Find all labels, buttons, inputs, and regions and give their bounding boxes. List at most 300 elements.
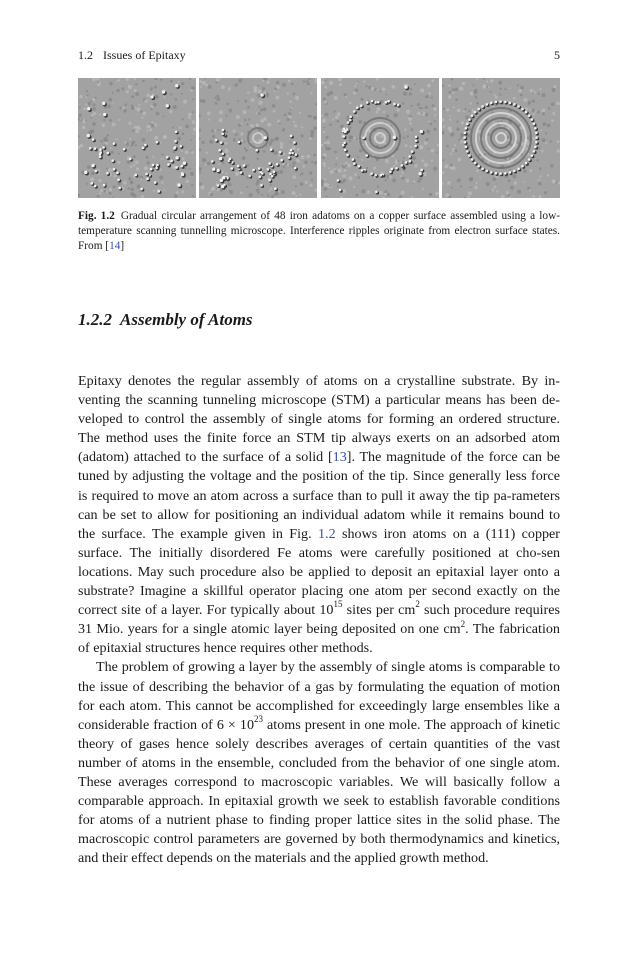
adatom [111, 159, 114, 162]
surface-texture [121, 87, 124, 90]
surface-texture [193, 133, 195, 135]
surface-texture [538, 179, 540, 181]
surface-texture [401, 102, 403, 104]
surface-texture [215, 97, 217, 99]
surface-texture [450, 164, 453, 167]
surface-texture [247, 123, 249, 125]
adatom [167, 163, 170, 166]
surface-texture [460, 185, 462, 187]
adatom [258, 167, 261, 170]
surface-texture [376, 186, 378, 188]
surface-texture [532, 109, 536, 113]
surface-texture [324, 112, 328, 116]
surface-texture [202, 158, 206, 162]
surface-texture [323, 131, 325, 133]
surface-texture [528, 103, 530, 105]
adatom [89, 147, 92, 150]
surface-texture [279, 122, 281, 124]
adatom [156, 164, 159, 167]
surface-texture [144, 99, 148, 103]
adatom [156, 141, 159, 144]
adatom [290, 149, 293, 152]
surface-texture [182, 132, 185, 135]
surface-texture [225, 142, 228, 145]
surface-texture [171, 165, 175, 169]
surface-texture [294, 124, 297, 127]
surface-texture [448, 91, 451, 94]
surface-texture [499, 88, 501, 90]
surface-texture [423, 163, 427, 167]
surface-texture [245, 100, 248, 103]
surface-texture [323, 178, 325, 180]
surface-texture [103, 119, 105, 121]
surface-texture [551, 102, 555, 106]
surface-texture [90, 178, 94, 182]
surface-texture [509, 169, 511, 171]
surface-texture [184, 167, 186, 169]
surface-texture [201, 186, 205, 190]
surface-texture [141, 117, 143, 119]
surface-texture [256, 112, 258, 114]
surface-texture [433, 167, 437, 171]
adatom [113, 142, 116, 145]
adatom [94, 147, 97, 150]
surface-texture [200, 86, 202, 88]
surface-texture [112, 92, 114, 94]
surface-texture [258, 89, 262, 93]
adatom [396, 104, 399, 107]
adatom [269, 179, 272, 182]
surface-texture [401, 177, 404, 180]
adatom [219, 157, 222, 160]
adatom [290, 135, 293, 138]
surface-texture [454, 149, 457, 152]
surface-texture [334, 151, 337, 154]
surface-texture [219, 163, 221, 165]
adatom [294, 167, 297, 170]
surface-texture [523, 170, 526, 173]
surface-texture [131, 95, 134, 98]
surface-texture [290, 141, 292, 143]
surface-texture [542, 112, 545, 115]
surface-texture [273, 110, 276, 113]
surface-texture [181, 82, 184, 85]
surface-texture [417, 112, 421, 116]
surface-texture [395, 159, 398, 162]
surface-texture [306, 80, 309, 83]
surface-texture [216, 78, 220, 82]
surface-texture [140, 110, 143, 113]
adatom [229, 158, 232, 161]
adatom [463, 136, 466, 139]
surface-texture [163, 115, 165, 117]
adatom [274, 187, 277, 190]
surface-texture [321, 81, 325, 85]
surface-texture [215, 102, 218, 105]
adatom [292, 152, 295, 155]
surface-texture [133, 164, 135, 166]
surface-texture [219, 110, 223, 114]
surface-texture [260, 108, 263, 111]
adatom [222, 153, 225, 156]
surface-texture [374, 88, 377, 91]
adatom [103, 113, 106, 116]
surface-texture [409, 122, 411, 124]
surface-texture [207, 162, 211, 166]
surface-texture [97, 195, 100, 198]
adatom [379, 174, 382, 177]
adatom [336, 179, 339, 182]
surface-texture [216, 188, 218, 190]
surface-texture [106, 135, 108, 137]
surface-texture [135, 129, 139, 133]
adatom [471, 114, 474, 117]
surface-texture [241, 123, 243, 125]
surface-texture [354, 173, 357, 176]
surface-texture [243, 110, 247, 114]
surface-texture [449, 118, 451, 120]
surface-texture [250, 124, 254, 128]
surface-texture [498, 81, 502, 85]
surface-texture [544, 191, 547, 194]
surface-texture [457, 109, 461, 113]
surface-texture [557, 149, 560, 152]
adatom [342, 128, 345, 131]
adatom [534, 146, 537, 149]
surface-texture [280, 170, 284, 174]
surface-texture [404, 129, 406, 131]
surface-texture [250, 147, 252, 149]
surface-texture [97, 81, 99, 83]
surface-texture [552, 88, 556, 92]
surface-texture [82, 126, 85, 129]
surface-texture [293, 121, 295, 123]
surface-texture [433, 107, 437, 111]
surface-texture [388, 175, 391, 178]
surface-texture [464, 108, 466, 110]
adatom [217, 184, 220, 187]
surface-texture [448, 84, 451, 87]
adatom [144, 144, 147, 147]
surface-texture [301, 126, 303, 128]
surface-texture [310, 171, 313, 174]
surface-texture [85, 104, 87, 106]
adatom [166, 156, 169, 159]
adatom [116, 171, 119, 174]
surface-texture [462, 82, 465, 85]
paragraph-1-text: . The fabrication of epitaxial structures hence requires other methods. [78, 621, 560, 657]
adatom [513, 170, 516, 173]
surface-texture [538, 93, 540, 95]
surface-texture [142, 112, 146, 116]
surface-texture [296, 195, 298, 197]
surface-texture [149, 128, 152, 131]
surface-texture [475, 95, 477, 97]
adatom [344, 149, 347, 152]
adatom [99, 148, 102, 151]
surface-texture [343, 164, 345, 166]
adatom [481, 105, 484, 108]
surface-texture [424, 106, 427, 109]
surface-texture [297, 148, 300, 151]
adatom [535, 136, 538, 139]
surface-texture [313, 154, 316, 157]
surface-texture [109, 192, 112, 195]
surface-texture [461, 121, 464, 124]
surface-texture [325, 147, 329, 151]
surface-texture [205, 164, 207, 166]
surface-texture [269, 190, 271, 192]
surface-texture [156, 112, 160, 116]
adatom [495, 101, 498, 104]
surface-texture [455, 98, 458, 101]
surface-texture [379, 90, 381, 92]
surface-texture [510, 186, 514, 190]
surface-texture [420, 88, 424, 92]
citation-link-13[interactable]: 13 [332, 449, 347, 466]
surface-texture [311, 130, 315, 134]
surface-texture [154, 136, 158, 140]
adatom [180, 165, 183, 168]
adatom [118, 187, 121, 190]
surface-texture [408, 117, 412, 121]
surface-texture [532, 113, 535, 116]
surface-texture [445, 193, 449, 197]
adatom [353, 110, 356, 113]
surface-texture [247, 164, 250, 167]
adatom [490, 102, 493, 105]
adatom [240, 171, 243, 174]
adatom [140, 188, 143, 191]
surface-texture [192, 120, 196, 124]
surface-texture [532, 100, 535, 103]
surface-texture [93, 112, 96, 115]
surface-texture [324, 79, 326, 81]
surface-texture [323, 187, 327, 191]
surface-texture [541, 138, 545, 142]
surface-texture [130, 180, 133, 183]
surface-texture [104, 106, 107, 109]
surface-texture [207, 112, 211, 116]
paragraph-1-text: ]. The magnitude of the force can be tuned by adjusting the voltage and the position of the tip. Since generally less force is required to move an atom across a surface than to pull it away the tip pa-rameters can be set to allow for positioning an individual adatom while it remains bound to the surface. The example given in Fig. [78, 449, 561, 542]
surface-texture [152, 155, 154, 157]
surface-texture [183, 100, 187, 104]
adatom [183, 162, 186, 165]
surface-texture [109, 119, 112, 122]
caption-text-end: ] [120, 240, 125, 252]
surface-texture [475, 182, 477, 184]
surface-texture [100, 140, 103, 143]
surface-texture [113, 175, 116, 178]
surface-texture [533, 91, 536, 94]
adatom [343, 130, 346, 133]
surface-texture [233, 138, 237, 142]
surface-texture [457, 158, 461, 162]
surface-texture [248, 119, 250, 121]
adatom [486, 103, 489, 106]
surface-texture [170, 79, 173, 82]
surface-texture [542, 93, 546, 97]
surface-texture [313, 116, 315, 118]
surface-texture [134, 89, 137, 92]
figure-caption [78, 209, 560, 254]
adatom [517, 167, 520, 170]
figure-link-1-2[interactable]: 1.2 [318, 525, 336, 542]
surface-texture [129, 143, 131, 145]
figure-label: Fig. 1.2 [78, 210, 115, 222]
surface-texture [354, 88, 358, 92]
surface-texture [486, 80, 488, 82]
surface-texture [227, 103, 229, 105]
surface-texture [517, 141, 519, 143]
surface-texture [206, 84, 209, 87]
surface-texture [326, 141, 329, 144]
surface-texture [451, 187, 453, 189]
surface-texture [256, 189, 259, 192]
adatom [212, 168, 215, 171]
surface-texture [112, 185, 115, 188]
surface-texture [507, 194, 510, 197]
surface-texture [124, 141, 127, 144]
adatom [525, 162, 528, 165]
adatom [474, 162, 477, 165]
surface-texture [301, 155, 305, 159]
surface-texture [348, 126, 351, 129]
surface-texture [189, 168, 191, 170]
surface-texture [502, 125, 504, 127]
surface-texture [181, 150, 183, 152]
surface-texture [102, 124, 105, 127]
surface-texture [450, 153, 452, 155]
surface-texture [87, 165, 91, 169]
surface-texture [431, 104, 434, 107]
surface-texture [400, 161, 402, 163]
surface-texture [298, 160, 300, 162]
adatom [517, 105, 520, 108]
running-head [78, 48, 560, 64]
adatom [471, 158, 474, 161]
surface-texture [367, 100, 369, 102]
surface-texture [275, 191, 279, 195]
adatom [504, 172, 507, 175]
surface-texture [376, 107, 380, 111]
surface-texture [283, 128, 285, 130]
surface-texture [99, 192, 101, 194]
surface-texture [261, 119, 265, 123]
surface-texture [169, 110, 172, 113]
surface-texture [160, 141, 162, 143]
adatom [181, 173, 184, 176]
surface-texture [135, 92, 139, 96]
surface-texture [257, 85, 259, 87]
surface-texture [517, 84, 519, 86]
surface-texture [128, 187, 130, 189]
surface-texture [107, 105, 111, 109]
adatom [343, 141, 346, 144]
adatom [270, 173, 273, 176]
surface-texture [305, 181, 308, 184]
adatom [142, 147, 145, 150]
adatom [390, 168, 393, 171]
surface-texture [512, 174, 516, 178]
surface-texture [118, 79, 120, 81]
surface-texture [323, 183, 325, 185]
surface-texture [361, 189, 365, 193]
surface-texture [271, 139, 275, 143]
surface-texture [324, 101, 327, 104]
surface-texture [449, 166, 452, 169]
adatom [486, 170, 489, 173]
surface-texture [552, 180, 556, 184]
surface-texture [128, 177, 131, 180]
surface-texture [460, 140, 464, 144]
adatom [419, 130, 422, 133]
adatom [221, 185, 224, 188]
paragraph-1-text: such procedure requires 31 Mio. years for a single atomic layer being deposited on one cm [78, 602, 560, 638]
surface-texture [551, 119, 554, 122]
surface-texture [131, 106, 135, 110]
surface-texture [447, 181, 451, 185]
surface-texture [307, 155, 311, 159]
surface-texture [324, 145, 326, 147]
surface-texture [259, 101, 263, 105]
surface-texture [301, 134, 304, 137]
surface-texture [263, 107, 267, 111]
adatom [217, 169, 220, 172]
adatom [404, 85, 407, 88]
surface-texture [470, 92, 474, 96]
surface-texture [91, 171, 95, 175]
surface-texture [257, 158, 259, 160]
surface-texture [361, 159, 363, 161]
adatom [102, 102, 105, 105]
surface-texture [257, 94, 261, 98]
surface-texture [504, 88, 506, 90]
surface-texture [135, 83, 137, 85]
surface-texture [421, 159, 424, 162]
figure-1-2 [78, 78, 560, 198]
surface-texture [293, 92, 296, 95]
surface-texture [427, 148, 429, 150]
surface-texture [185, 150, 189, 154]
adatom [408, 155, 411, 158]
surface-texture [131, 188, 134, 191]
adatom [174, 140, 177, 143]
surface-texture [507, 115, 510, 118]
surface-texture [428, 92, 431, 95]
surface-texture [128, 122, 131, 125]
adatom [289, 152, 292, 155]
adatom [222, 176, 225, 179]
surface-texture [108, 168, 112, 172]
adatom [150, 95, 153, 98]
adatom [346, 154, 349, 157]
adatom [134, 174, 137, 177]
citation-link-14[interactable]: 14 [109, 240, 121, 252]
surface-texture [202, 81, 206, 85]
adatom [414, 145, 417, 148]
surface-texture [426, 130, 430, 134]
surface-texture [428, 121, 430, 123]
surface-texture [384, 193, 387, 196]
surface-texture [86, 183, 88, 185]
surface-texture [105, 142, 108, 145]
surface-texture [208, 85, 212, 89]
surface-texture [384, 179, 386, 181]
surface-texture [92, 122, 96, 126]
surface-texture [360, 98, 363, 101]
adatom [152, 164, 155, 167]
